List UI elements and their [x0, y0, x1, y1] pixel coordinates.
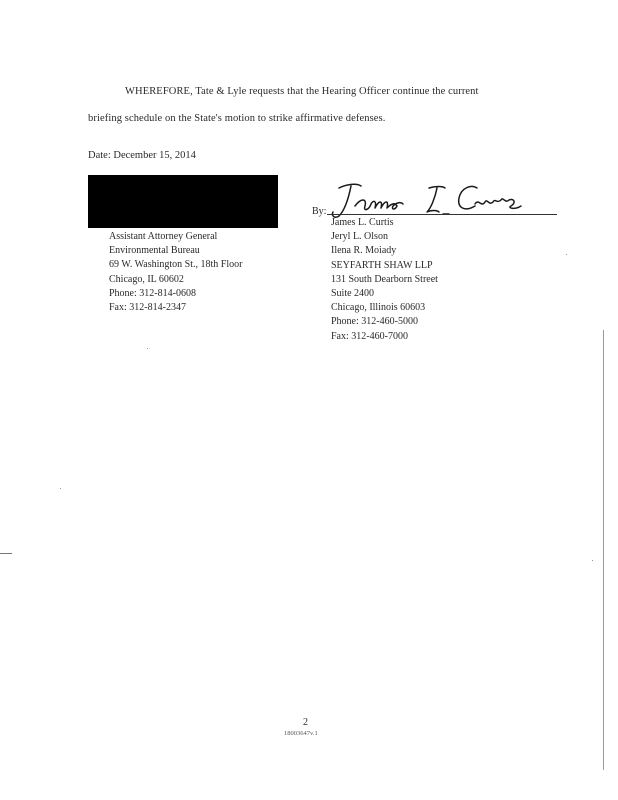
left-block-line: Fax: 312-814-2347: [109, 302, 186, 314]
scan-speck: [147, 348, 148, 349]
right-block-line: SEYFARTH SHAW LLP: [331, 259, 433, 271]
left-block-line: Assistant Attorney General: [109, 231, 218, 242]
left-block-line: Chicago, IL 60602: [109, 273, 184, 285]
right-block-line: Chicago, Illinois 60603: [331, 302, 426, 314]
scan-speck: [592, 560, 593, 561]
right-block-line: 131 South Dearborn Street: [331, 273, 438, 285]
scan-edge-mark-right: [603, 330, 604, 770]
scan-speck: [60, 488, 61, 489]
left-block-line: 69 W. Washington St., 18th Floor: [109, 259, 243, 271]
right-signature-block: [331, 216, 438, 344]
left-block-line: Phone: 312-814-0608: [109, 287, 196, 299]
right-block-line: Ilena R. Moiady: [331, 245, 397, 257]
document-code: 18003647v.1: [284, 730, 318, 737]
scan-edge-mark-left: [0, 553, 12, 554]
right-block-line: James L. Curtis: [331, 217, 394, 228]
redaction-box: [88, 175, 278, 228]
left-block-line: Environmental Bureau: [109, 245, 200, 257]
right-block-line: Phone: 312-460-5000: [331, 316, 418, 328]
scan-speck: [566, 254, 567, 255]
date-line: Date: December 15, 2014: [88, 150, 196, 161]
right-block-line: Jeryl L. Olson: [331, 231, 388, 243]
right-block-line: Fax: 312-460-7000: [331, 330, 408, 342]
body-paragraph-line-2: briefing schedule on the State's motion to strike affirmative defenses.: [88, 113, 386, 124]
by-label: By:: [312, 206, 327, 217]
left-signature-block: [109, 230, 242, 315]
right-block-line: Suite 2400: [331, 288, 375, 300]
signature-line: [327, 214, 557, 215]
page-number: 2: [303, 717, 308, 728]
body-paragraph-line-1: WHEREFORE, Tate & Lyle requests that the Hearing Officer continue the current: [125, 86, 479, 97]
